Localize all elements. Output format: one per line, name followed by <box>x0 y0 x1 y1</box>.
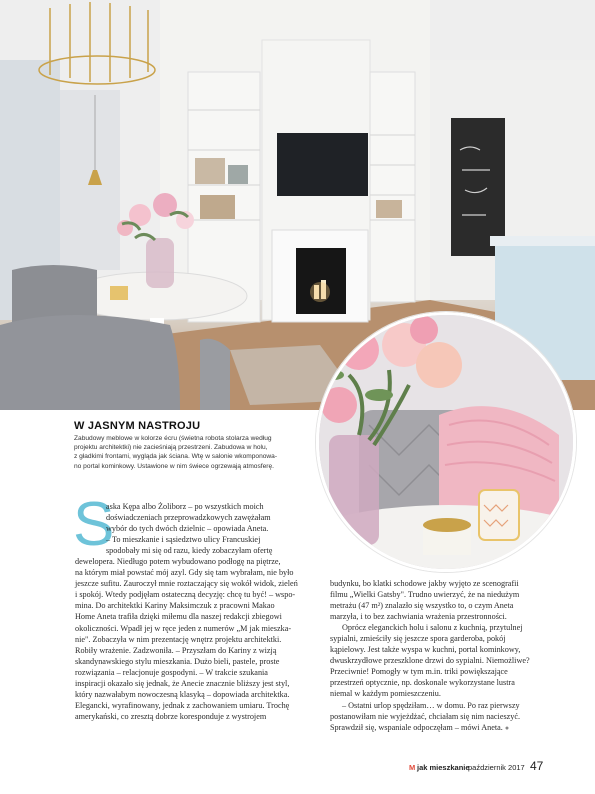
caption-text <box>74 434 319 471</box>
text-line: przestrzeń optycznie, np. doskonale wykorzystane lustra <box>330 678 515 688</box>
caption-line: no portal kominkowy. Ustawione w nim świece ogrzewają atmosferę. <box>74 462 274 470</box>
drop-cap: S <box>73 490 115 559</box>
text-line: na którym miał powstać mój azyl. Gdy się tam wybrałam, nie było <box>75 568 294 578</box>
text-line <box>330 722 552 734</box>
text-line: postanowiłam nie wyjeżdżać, chciałam się nim nacieszyć. <box>330 711 521 721</box>
article-left-column <box>75 501 317 722</box>
detail-photo-circle <box>316 312 576 572</box>
text-line: budynku, bo klatki schodowe jakby wyjęto ze scenografii <box>330 579 519 588</box>
text-line: nie". Zobaczyła w nim prezentację wnętrz projektu architektki. <box>75 634 282 644</box>
text-line: okoliczności. Wpadł jej w ręce jeden z numerów „M jak mieszka- <box>75 623 292 633</box>
brand-logo-m: M <box>409 763 416 772</box>
text-line: – To mieszkanie i sąsiedztwo ulicy Francuskiej <box>106 535 261 545</box>
text-line: jeszcze sufitu. Zauroczył mnie roztaczający się wokół widok, zieleń <box>75 579 298 589</box>
text-line: Przeciwnie! Pomogły w tym m.in. triki powiększające <box>330 667 508 677</box>
flowers-detail-illustration <box>319 315 573 569</box>
text-line: aska Kępa albo Żoliborz – po wszystkich moich <box>106 502 264 511</box>
text-line: rozwiązania – relacjonuje gospodyni. – W trakcie szukania <box>75 667 268 677</box>
text-line: filmu „Wielki Gatsby". Trudno uwierzyć, że na niedużym <box>330 590 520 600</box>
text-line: który nazwałabym nowoczesną klasyką – dopowiada architektka. <box>75 689 290 699</box>
brand-name: jak mieszkanie <box>417 763 470 772</box>
text-line: wybór do tych dwóch dzielnic – opowiada Aneta. <box>106 524 269 534</box>
text-line: Oprócz eleganckich holu i salonu z kuchnią, przytulnej <box>342 623 523 633</box>
text-line: i spokój. Wtedy podjęłam ostateczną decyzję: chcę tu być! – wspo- <box>75 590 296 600</box>
caption-line: z gładkimi frontami, wygląda jak ściana. Wtę w salonie wkomponowa- <box>74 453 278 461</box>
text-line: marzyła, i to bez zachwiania wrażenia przestronności. <box>330 612 507 622</box>
text-line: amerykański, co zresztą dobrze koresponduje z wystrojem <box>75 711 267 721</box>
text-line: dewelopera. Niedługo potem wybudowano podłogę na piętrze, <box>75 557 281 567</box>
text-line: dwuskrzydłowe przeszklone drzwi do sypialni. Niemożliwe? <box>330 656 530 666</box>
end-mark-icon: ● <box>504 723 510 732</box>
text-line: sypialni, zmieściły się jeszcze spora garderoba, pokój <box>330 634 506 644</box>
caption-line: projektu architektki) nie zacieśniają przestrzeni. Zabudowa w holu, <box>74 444 268 452</box>
caption-title: W JASNYM NASTROJU <box>74 420 201 432</box>
caption-line: Zabudowy meblowe w kolorze écru (świetna robota stolarza według <box>74 435 272 442</box>
page-footer <box>380 759 580 776</box>
issue-date: październik 2017 <box>468 763 525 772</box>
text-line: metrażu (47 m²) znalazło się wszystko to, o czym Aneta <box>330 601 514 611</box>
text-line: mina. Do architektki Kariny Maksimczuk z pracowni Makao <box>75 601 275 611</box>
text-line: niemal w każdym pomieszczeniu. <box>330 689 441 699</box>
article-right-column <box>330 578 552 734</box>
text-line-final: Sprawdził się, wspaniale odpoczęłam – mówi Aneta. <box>330 722 503 732</box>
text-line: doświadczeniach przeprowadzkowych zawężałam <box>106 513 271 523</box>
text-line: Home Aneta trafiła dzięki miłemu dla naszej redakcji zbiegowi <box>75 612 282 622</box>
page-number: 47 <box>530 759 544 773</box>
text-line: Elegancki, wyrafinowany, jednak z zachowaniem umiaru. Trochę <box>75 700 290 710</box>
text-line: spodobały mi się od razu, kiedy zobaczyłam ofertę <box>106 546 273 556</box>
text-line: – Ostatni urlop spędziłam… w domu. Po raz pierwszy <box>342 700 520 710</box>
text-line: Robiły wrażenie. Zadzwoniła. – Przyszłam do Kariny z wizją <box>75 645 277 655</box>
text-line: inspiracji okazało się jednak, że Anecie znacznie bliższy jest styl, <box>75 678 290 688</box>
text-line: skandynawskiego stylu mieszkania. Dużo bieli, pastele, proste <box>75 656 280 666</box>
text-line: kąpielowy. Jest także wyspa w kuchni, portal kominkowy, <box>330 645 521 655</box>
